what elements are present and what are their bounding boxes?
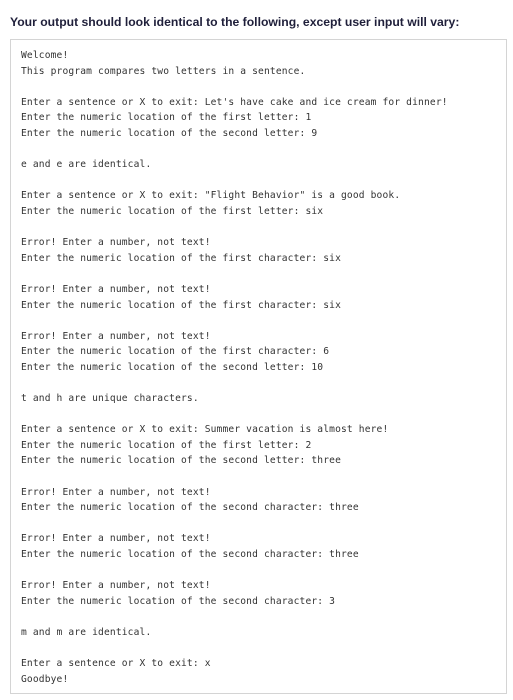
instructions-heading: Your output should look identical to the following, except user input will vary: bbox=[10, 15, 460, 29]
console-line: Error! Enter a number, not text! bbox=[21, 580, 211, 592]
console-line: Error! Enter a number, not text! bbox=[21, 237, 211, 249]
console-line: Error! Enter a number, not text! bbox=[21, 283, 211, 295]
blank-line bbox=[21, 173, 506, 189]
blank-line bbox=[21, 609, 506, 625]
console-line: Enter a sentence or X to exit: Summer vacation is almost here! bbox=[21, 424, 389, 436]
console-line: Enter the numeric location of the first character: six bbox=[21, 299, 341, 311]
console-line: Error! Enter a number, not text! bbox=[21, 486, 211, 498]
blank-line bbox=[21, 469, 506, 485]
console-line: Enter the numeric location of the second character: three bbox=[21, 502, 359, 514]
console-line: Welcome! bbox=[21, 50, 69, 61]
blank-line bbox=[21, 79, 506, 95]
console-line: Error! Enter a number, not text! bbox=[21, 533, 211, 545]
console-output bbox=[10, 39, 507, 694]
blank-line bbox=[21, 516, 506, 532]
console-line: Enter the numeric location of the first letter: 2 bbox=[21, 439, 312, 451]
console-line: Enter a sentence or X to exit: x bbox=[21, 658, 211, 670]
blank-line bbox=[21, 142, 506, 158]
console-line: Enter the numeric location of the second character: three bbox=[21, 549, 359, 560]
console-line: Goodbye! bbox=[21, 673, 69, 685]
blank-line bbox=[21, 266, 506, 282]
console-line: Enter the numeric location of the first letter: 1 bbox=[21, 112, 312, 124]
blank-line bbox=[21, 375, 506, 391]
console-line: Enter the numeric location of the first letter: six bbox=[21, 205, 324, 217]
console-line: Enter the numeric location of the second letter: 10 bbox=[21, 361, 324, 373]
console-line: Enter the numeric location of the second letter: three bbox=[21, 455, 341, 467]
console-line: m and m are identical. bbox=[21, 626, 152, 638]
console-line: Enter a sentence or X to exit: "Flight Behavior" is a good book. bbox=[21, 190, 401, 202]
blank-line bbox=[21, 407, 506, 423]
console-line: Enter the numeric location of the first character: six bbox=[21, 252, 341, 264]
blank-line bbox=[21, 563, 506, 579]
blank-line bbox=[21, 220, 506, 236]
console-line: Enter a sentence or X to exit: Let's have cake and ice cream for dinner! bbox=[21, 96, 448, 108]
blank-line bbox=[21, 641, 506, 657]
console-line: Enter the numeric location of the second letter: 9 bbox=[21, 127, 318, 139]
console-line: Enter the numeric location of the first character: 6 bbox=[21, 346, 330, 358]
console-line: e and e are identical. bbox=[21, 159, 152, 171]
blank-line bbox=[21, 313, 506, 329]
console-line: t and h are unique characters. bbox=[21, 393, 199, 405]
console-line: This program compares two letters in a sentence. bbox=[21, 65, 306, 77]
console-line: Error! Enter a number, not text! bbox=[21, 330, 211, 342]
console-line: Enter the numeric location of the second character: 3 bbox=[21, 595, 336, 607]
